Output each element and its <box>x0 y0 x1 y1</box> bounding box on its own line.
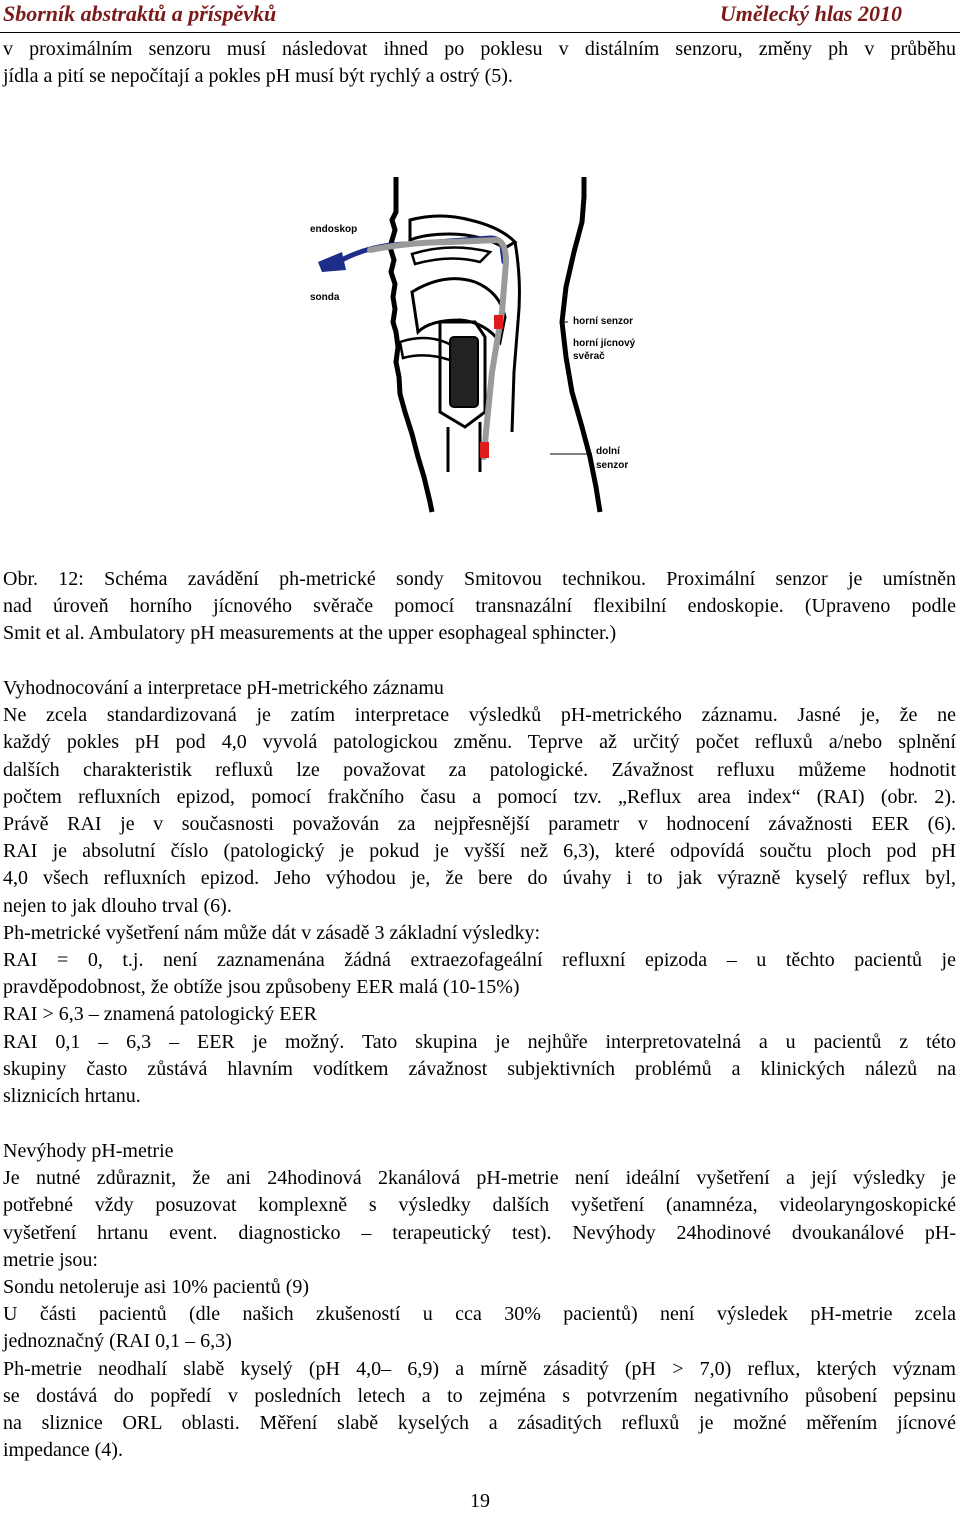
text-line: 4,0 všech refluxních epizod. Jeho výhodou je, že bere do úvahy i to jak výrazně kyselý reflux byl, <box>3 867 956 890</box>
page-header <box>0 0 960 33</box>
label-lower-sensor: senzor <box>596 460 629 471</box>
text-line: jednoznačný (RAI 0,1 – 6,3) <box>3 1330 232 1353</box>
text-line: Ph-metrie neodhalí slabě kyselý (pH 4,0– 6,9) a mírně zásaditý (pH > 7,0) reflux, kterých význam <box>3 1357 956 1380</box>
text-line: Ne zcela standardizovaná je zatím interpretace výsledků pH-metrického záznamu. Jasné je, že ne <box>3 704 956 727</box>
section-interpretation <box>3 675 956 1110</box>
text-line: Obr. 12: Schéma zavádění ph-metrické sondy Smitovou technikou. Proximální senzor je umístněn <box>3 568 956 590</box>
text-line: se dostává do popředí v posledních letech a to zejména s potvrzením negativního působení pepsinu <box>3 1384 956 1407</box>
page-number: 19 <box>470 1490 490 1512</box>
text-line: Sondu netoleruje asi 10% pacientů (9) <box>3 1276 310 1299</box>
label-lower-sensor: dolní <box>596 446 620 457</box>
text-line: dalších charakteristik refluxů lze považovat za patologické. Závažnost refluxu můžeme hodnotit <box>3 758 956 781</box>
label-endoscope: endoskop <box>310 224 358 235</box>
text-line: na sliznice ORL oblasti. Měření slabě kyselých a zásaditých refluxů je možné měřením jícnové <box>3 1412 956 1435</box>
text-line: U části pacientů (dle našich zkušeností u cca 30% pacientů) není výsledek pH-metrie zcela <box>3 1303 956 1326</box>
text-line: Ph-metrické vyšetření nám může dát v zásadě 3 základní výsledky: <box>3 921 541 944</box>
text-line: skupiny často zůstává hlavním vodítkem závažnost subjektivních problémů a klinických nálezů na <box>3 1057 956 1080</box>
intro-paragraph <box>3 36 956 90</box>
text-line: v proximálním senzoru musí následovat ihned po poklesu v distálním senzoru, změny ph v průběhu <box>3 38 956 60</box>
upper-sensor-marker <box>494 315 503 329</box>
header-title-right: Umělecký hlas 2010 <box>719 1 902 26</box>
text-line: jídla a pití se nepočítají a pokles pH musí být rychlý a ostrý (5). <box>3 65 513 88</box>
label-upper-sphincter: svěrač <box>573 351 605 362</box>
text-line: pravděpodobnost, že obtíže jsou způsobeny EER malá (10-15%) <box>3 976 520 999</box>
ph-probe-diagram <box>300 172 660 517</box>
larynx <box>450 337 478 407</box>
text-line: impedance (4). <box>3 1439 123 1462</box>
text-line: metrie jsou: <box>3 1248 98 1271</box>
pharynx-wall <box>512 242 519 432</box>
text-line: nad úroveň horního jícnového svěrače pomocí transnazální flexibilní endoskopie. (Upraveno podle <box>3 595 956 618</box>
tongue <box>412 279 505 342</box>
header-title-left: Sborník abstraktů a příspěvků <box>3 1 277 26</box>
text-line: nejen to jak dlouho trval (6). <box>3 894 232 917</box>
section-disadvantages <box>3 1138 956 1464</box>
text-line: RAI = 0, t.j. není zaznamenána žádná extraezofageální refluxní epizoda – u těchto pacientů je <box>3 949 956 972</box>
text-line: Je nutné zdůraznit, že ani 24hodinová 2kanálová pH-metrie není ideální vyšetření a její výsledky je <box>3 1167 956 1190</box>
text-line: Právě RAI je v současnosti považován za nejpřesnější parametr v hodnocení závažnosti EER (6). <box>3 813 956 836</box>
text-line: RAI 0,1 – 6,3 – EER je možný. Tato skupina je nejhůře interpretovatelná a u pacientů z této <box>3 1030 956 1053</box>
text-line: RAI je absolutní číslo (patologický je pokud je vyšší než 6,3), které odpovídá součtu ploch pod pH <box>3 840 956 863</box>
text-line: Smit et al. Ambulatory pH measurements at the upper esophageal sphincter.) <box>3 622 617 645</box>
figure-caption <box>3 566 956 648</box>
section-heading: Nevýhody pH-metrie <box>3 1140 174 1162</box>
endoscope-handle <box>318 252 346 272</box>
lower-sensor-marker <box>480 442 489 458</box>
text-line: počtem refluxních epizod, pomocí frakčního času a pomocí tzv. „Reflux area index“ (RAI) (obr. 2). <box>3 785 956 808</box>
label-upper-sphincter: horní jícnový <box>573 338 636 349</box>
label-probe: sonda <box>310 292 340 303</box>
text-line: RAI > 6,3 – znamená patologický EER <box>3 1003 317 1026</box>
text-line: sliznicích hrtanu. <box>3 1085 141 1108</box>
text-line: potřebné vždy posuzovat komplexně s výsledky dalších vyšetření (anamnéza, videolaryngoskopické <box>3 1194 956 1217</box>
section-heading: Vyhodnocování a interpretace pH-metrického záznamu <box>3 677 444 699</box>
text-line: každý pokles pH pod 4,0 vyvolá patologickou změnu. Teprve až určitý počet refluxů a/nebo splnění <box>3 731 956 754</box>
label-upper-sensor: horní senzor <box>573 316 634 327</box>
text-line: vyšetření hrtanu event. diagnosticko – terapeutický test). Nevýhody 24hodinové dvoukanálové pH- <box>3 1221 956 1244</box>
trachea <box>448 422 480 472</box>
